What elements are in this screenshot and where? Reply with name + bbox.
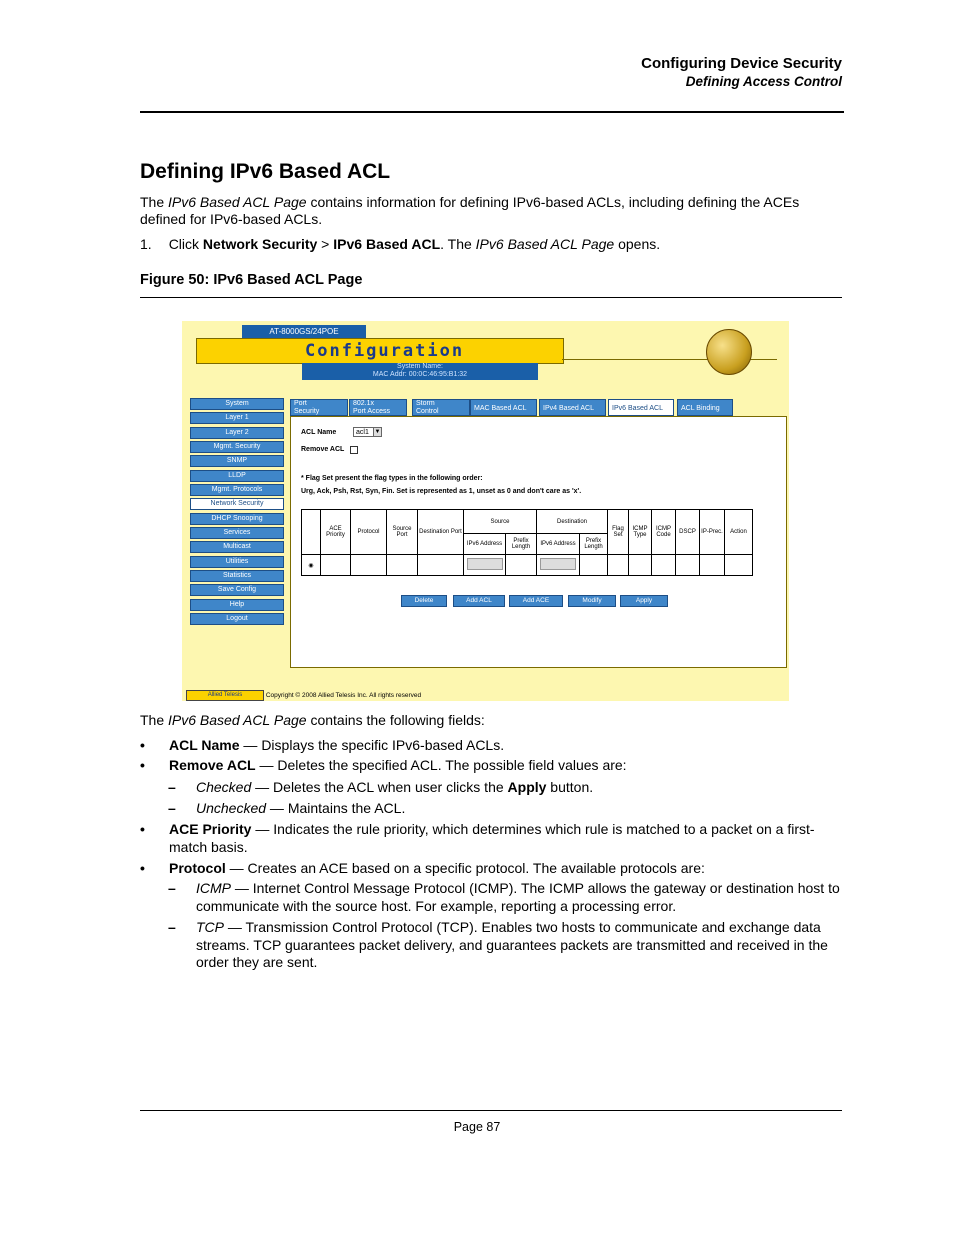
flag-note-2: Urg, Ack, Psh, Rst, Syn, Fin. Set is represented as 1, unset as 0 and don't care as 'x'. bbox=[301, 488, 582, 495]
tab-ipv4-acl[interactable]: IPv4 Based ACL bbox=[539, 399, 606, 416]
row-radio[interactable]: ◉ bbox=[302, 555, 321, 576]
source-ipv6-field[interactable] bbox=[467, 558, 503, 570]
nav-item-system[interactable]: System bbox=[190, 398, 284, 410]
allied-telesis-logo: Allied Telesis bbox=[186, 690, 264, 701]
nav-item-help[interactable]: Help bbox=[190, 599, 284, 611]
nav-item-dhcp-snooping[interactable]: DHCP Snooping bbox=[190, 513, 284, 525]
figure-screenshot bbox=[182, 321, 789, 701]
figure-caption: Figure 50: IPv6 Based ACL Page bbox=[140, 272, 363, 288]
nav-item-multicast[interactable]: Multicast bbox=[190, 541, 284, 553]
nav-item-services[interactable]: Services bbox=[190, 527, 284, 539]
nav-item-save-config[interactable]: Save Config bbox=[190, 584, 284, 596]
nav-item-mgmt-security[interactable]: Mgmt. Security bbox=[190, 441, 284, 453]
remove-acl-checkbox[interactable] bbox=[350, 446, 358, 454]
acl-name-label: ACL Name bbox=[301, 429, 337, 436]
ace-table: ACE Priority Protocol Source Port Destination Port Source Destination Flag Set ICMP Type ICMP Code DSCP IP-Prec. Action IPv6 Address Prefix Length IPv6 Address Prefix Length ◉ bbox=[301, 509, 753, 576]
globe-logo-icon bbox=[706, 329, 752, 375]
chevron-down-icon[interactable]: ▼ bbox=[374, 429, 381, 435]
tab-port-security[interactable]: Port Security bbox=[290, 399, 348, 416]
tab-storm-control[interactable]: Storm Control bbox=[412, 399, 470, 416]
running-header-title: Configuring Device Security bbox=[641, 55, 842, 72]
destination-ipv6-field[interactable] bbox=[540, 558, 576, 570]
figure-rule bbox=[140, 297, 842, 298]
header-rule bbox=[140, 111, 844, 113]
remove-acl-label: Remove ACL bbox=[301, 446, 345, 453]
copyright-bar bbox=[186, 690, 421, 701]
tab-mac-acl[interactable]: MAC Based ACL bbox=[470, 399, 537, 416]
system-info-bar: System Name: MAC Addr: 00:0C:46:95:B1:32 bbox=[302, 363, 538, 380]
model-label: AT-8000GS/24POE bbox=[242, 325, 366, 338]
intro-paragraph: The IPv6 Based ACL Page contains information for defining IPv6-based ACLs, including defining the ACEs defined for IPv6-based ACLs. bbox=[140, 194, 800, 227]
delete-button[interactable]: Delete bbox=[401, 595, 447, 607]
nav-item-statistics[interactable]: Statistics bbox=[190, 570, 284, 582]
tab-8021x[interactable]: 802.1x Port Access bbox=[349, 399, 407, 416]
fields-intro: The IPv6 Based ACL Page contains the following fields: bbox=[140, 712, 485, 728]
step-1: 1. Click Network Security > IPv6 Based ACL. The IPv6 Based ACL Page opens. bbox=[140, 236, 661, 252]
copyright-text: Copyright © 2008 Allied Telesis Inc. All rights reserved bbox=[265, 692, 422, 700]
page-number: Page 87 bbox=[453, 1120, 501, 1134]
configuration-banner: Configuration bbox=[196, 338, 564, 364]
nav-item-layer-1[interactable]: Layer 1 bbox=[190, 412, 284, 424]
tab-ipv6-acl[interactable]: IPv6 Based ACL bbox=[608, 399, 674, 416]
footer-rule bbox=[140, 1110, 842, 1111]
section-heading: Defining IPv6 Based ACL bbox=[140, 160, 391, 183]
tab-acl-binding[interactable]: ACL Binding bbox=[677, 399, 733, 416]
modify-button[interactable]: Modify bbox=[568, 595, 616, 607]
nav-item-utilities[interactable]: Utilities bbox=[190, 556, 284, 568]
add-ace-button[interactable]: Add ACE bbox=[509, 595, 563, 607]
flag-note: * Flag Set present the flag types in the following order: bbox=[301, 475, 483, 482]
nav-item-mgmt-protocols[interactable]: Mgmt. Protocols bbox=[190, 484, 284, 496]
acl-panel bbox=[290, 416, 787, 668]
nav-item-snmp[interactable]: SNMP bbox=[190, 455, 284, 467]
add-acl-button[interactable]: Add ACL bbox=[453, 595, 505, 607]
running-header-subtitle: Defining Access Control bbox=[685, 74, 842, 89]
nav-item-lldp[interactable]: LLDP bbox=[190, 470, 284, 482]
nav-item-logout[interactable]: Logout bbox=[190, 613, 284, 625]
nav-item-network-security[interactable]: Network Security bbox=[190, 498, 284, 510]
acl-name-select[interactable]: acl1 bbox=[353, 427, 379, 437]
apply-button[interactable]: Apply bbox=[620, 595, 668, 607]
nav-item-layer-2[interactable]: Layer 2 bbox=[190, 427, 284, 439]
